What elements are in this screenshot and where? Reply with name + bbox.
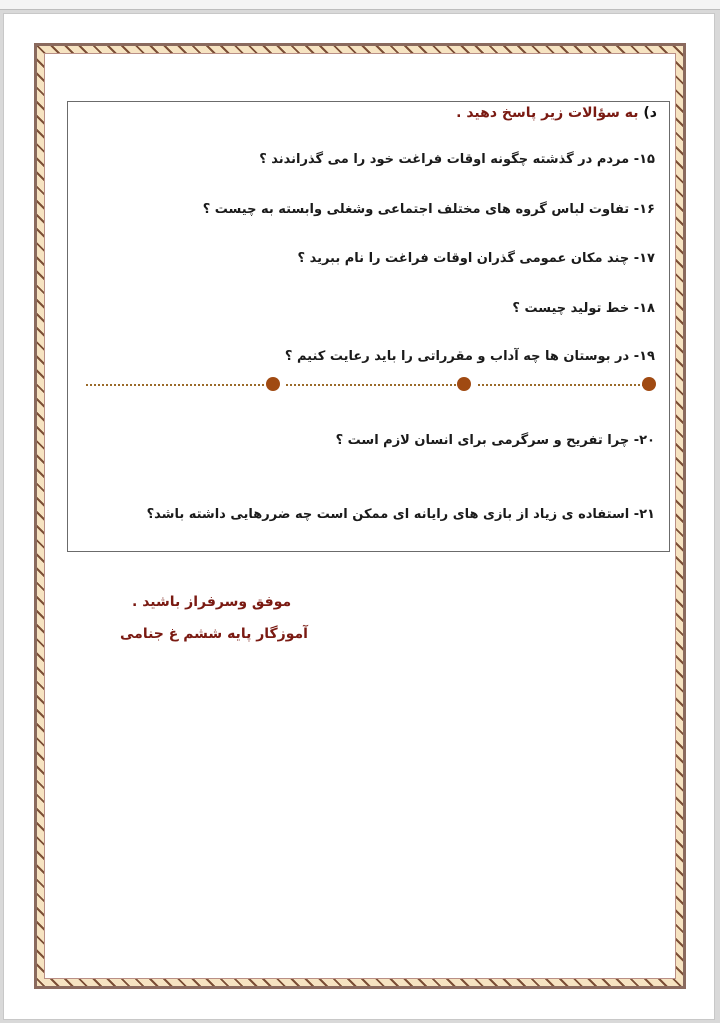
section-label: د) <box>643 105 657 121</box>
question-17: ۱۷- چند مکان عمومی گذران اوقات فراغت را نام ببرید ؟ <box>297 251 655 266</box>
bullet-dot-icon <box>266 377 280 391</box>
bullet-dot-icon <box>642 377 656 391</box>
questions-box <box>67 101 670 552</box>
section-heading <box>456 105 657 121</box>
answer-dotted-segment <box>86 384 264 386</box>
answer-line <box>86 376 656 392</box>
question-15: ۱۵- مردم در گذشته چگونه اوقات فراغت خود را می گذراندند ؟ <box>259 152 655 167</box>
closing-wish: موفق وسرفراز باشید . <box>132 594 292 610</box>
teacher-signature: آموزگار پایه ششم غ جنامی <box>120 626 308 642</box>
question-21: ۲۱- استفاده ی زیاد از بازی های رایانه ای ممکن است چه ضررهایی داشته باشد؟ <box>146 507 655 522</box>
question-20: ۲۰- چرا تفریح و سرگرمی برای انسان لازم است ؟ <box>335 433 655 448</box>
section-instruction: به سؤالات زیر پاسخ دهید . <box>456 105 639 121</box>
question-18: ۱۸- خط تولید چیست ؟ <box>512 301 655 316</box>
bullet-dot-icon <box>457 377 471 391</box>
answer-dotted-segment <box>478 384 644 386</box>
question-19: ۱۹- در بوستان ها چه آداب و مقرراتی را باید رعایت کنیم ؟ <box>284 349 655 364</box>
previous-page-edge <box>0 0 720 10</box>
answer-dotted-segment <box>286 384 456 386</box>
question-16: ۱۶- تفاوت لباس گروه های مختلف اجتماعی وشغلی وابسته به چیست ؟ <box>202 202 655 217</box>
